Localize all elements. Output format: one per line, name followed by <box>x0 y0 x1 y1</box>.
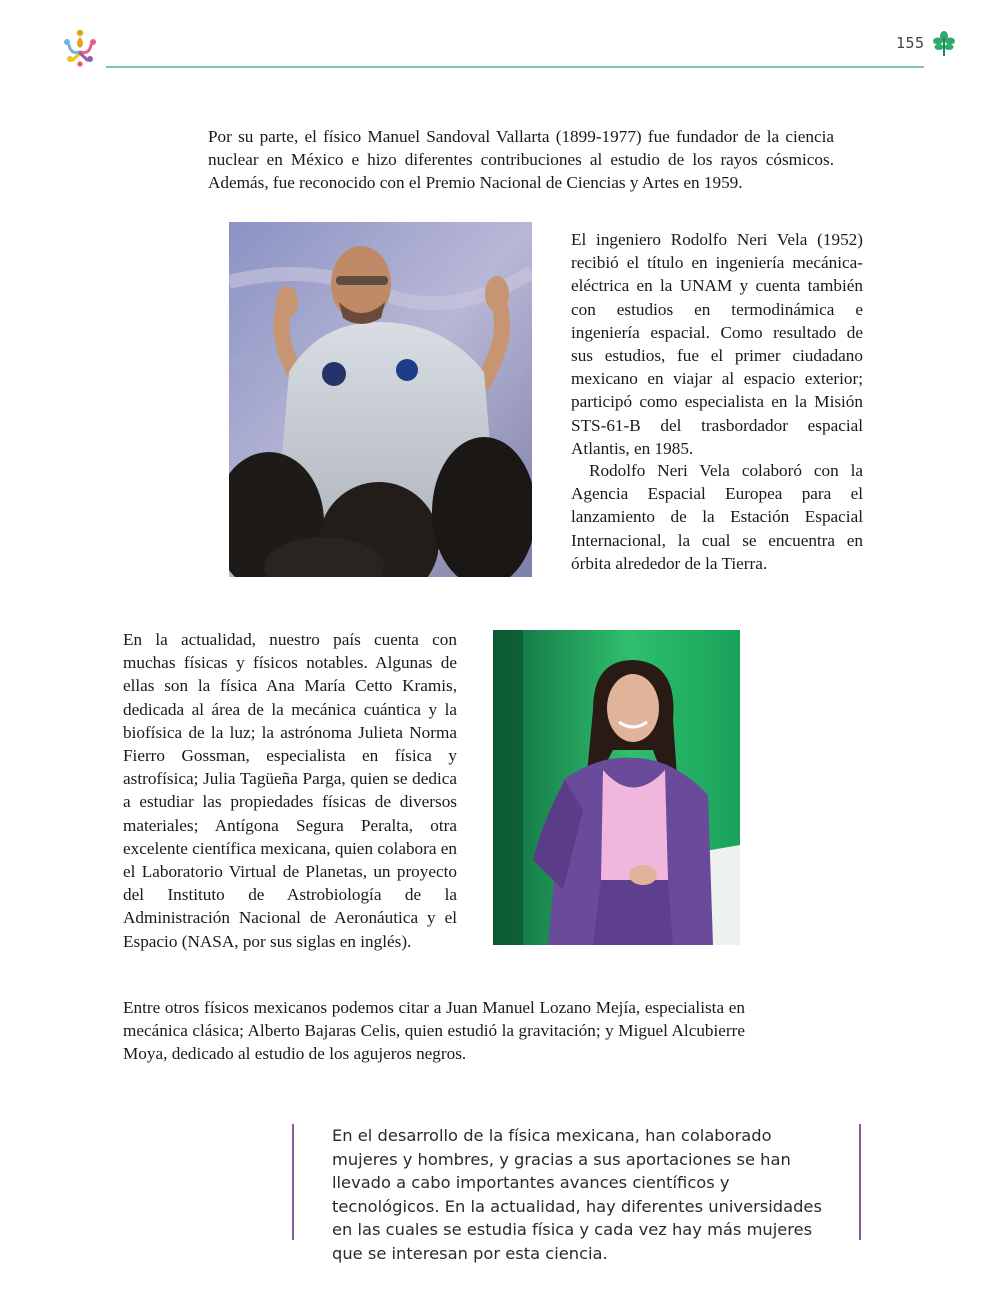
neri-text-b: y cuenta también con estudios en termodinámica e ingeniería espacial. Como resultado de sus estudios, fue el primer ciudadano mexicano en viajar al espacio exterior; participó como especialista en la Misión STS-61-B del trasbordador espacial Atlantis, en 1985. <box>571 276 863 458</box>
photo-rodolfo-neri-vela <box>229 222 532 577</box>
callout-text: En el desarrollo de la física mexicana, han colaborado mujeres y hombres, y gracias a sus aportaciones se han llevado a cabo importantes avances científicos y tecnológicos. En la actualidad, hay diferentes universidades en las cuales se estudia física y cada vez hay más mujeres que se interesan por esta ciencia. <box>332 1126 822 1263</box>
callout-bar-left <box>292 1124 294 1240</box>
flower-people-logo-icon <box>58 26 102 70</box>
callout-bar-right <box>859 1124 861 1240</box>
callout-box <box>292 1124 862 1263</box>
paragraph-women-physicists <box>123 628 457 953</box>
paragraph-neri-vela-2 <box>571 459 863 575</box>
photo-female-scientist <box>493 630 740 945</box>
women-text-b: , por sus siglas en inglés). <box>234 931 412 951</box>
unam-acronym: UNAM <box>679 276 733 296</box>
paragraph-neri-vela-1 <box>571 228 863 460</box>
nasa-acronym: NASA <box>187 931 235 951</box>
paragraph-other-physicists: Entre otros físicos mexicanos podemos citar a Juan Manuel Lozano Mejía, especialista en mecánica clásica; Alberto Bajaras Celis, quien estudió la gravitación; y Miguel Alcubierre Moya, dedicado al estudio de los agujeros negros. <box>123 998 745 1064</box>
neri-2-text: Rodolfo Neri Vela colaboró con la Agencia Espacial Europea para el lanzamiento de la Estación Espacial Internacional, la cual se encuentra en órbita alrededor de la Tierra. <box>571 461 863 573</box>
page-number: 155 <box>896 34 925 52</box>
plant-icon <box>932 30 956 56</box>
header-rule <box>106 66 924 68</box>
women-text-a: En la actualidad, nuestro país cuenta con muchas físicas y físicos notables. Algunas de ellas son la física Ana María Cetto Kramis, dedicada al área de la mecánica cuántica y la biofísica de la luz; la astrónoma Julieta Norma Fierro Gossman, especialista en física y astrofísica; Julia Tagüeña Parga, quien se dedica a estudiar las propiedades físicas de diversos materiales; Antígona Segura Peralta, otra excelente científica mexicana, quien colabora en el Laboratorio Virtual de Planetas, un proyecto del Instituto de Astrobiología de la Administración Nacional de Aeronáutica y el Espacio ( <box>123 630 458 951</box>
neri-text-a: El ingeniero Rodolfo Neri Vela (1952) recibió el título en ingeniería mecánica-eléctrica en la <box>571 230 863 296</box>
paragraph-vallarta: Por su parte, el físico Manuel Sandoval Vallarta (1899-1977) fue fundador de la ciencia nuclear en México e hizo diferentes contribuciones al estudio de los rayos cósmicos. Además, fue reconocido con el Premio Nacional de Ciencias y Artes en 1959. <box>208 127 834 193</box>
